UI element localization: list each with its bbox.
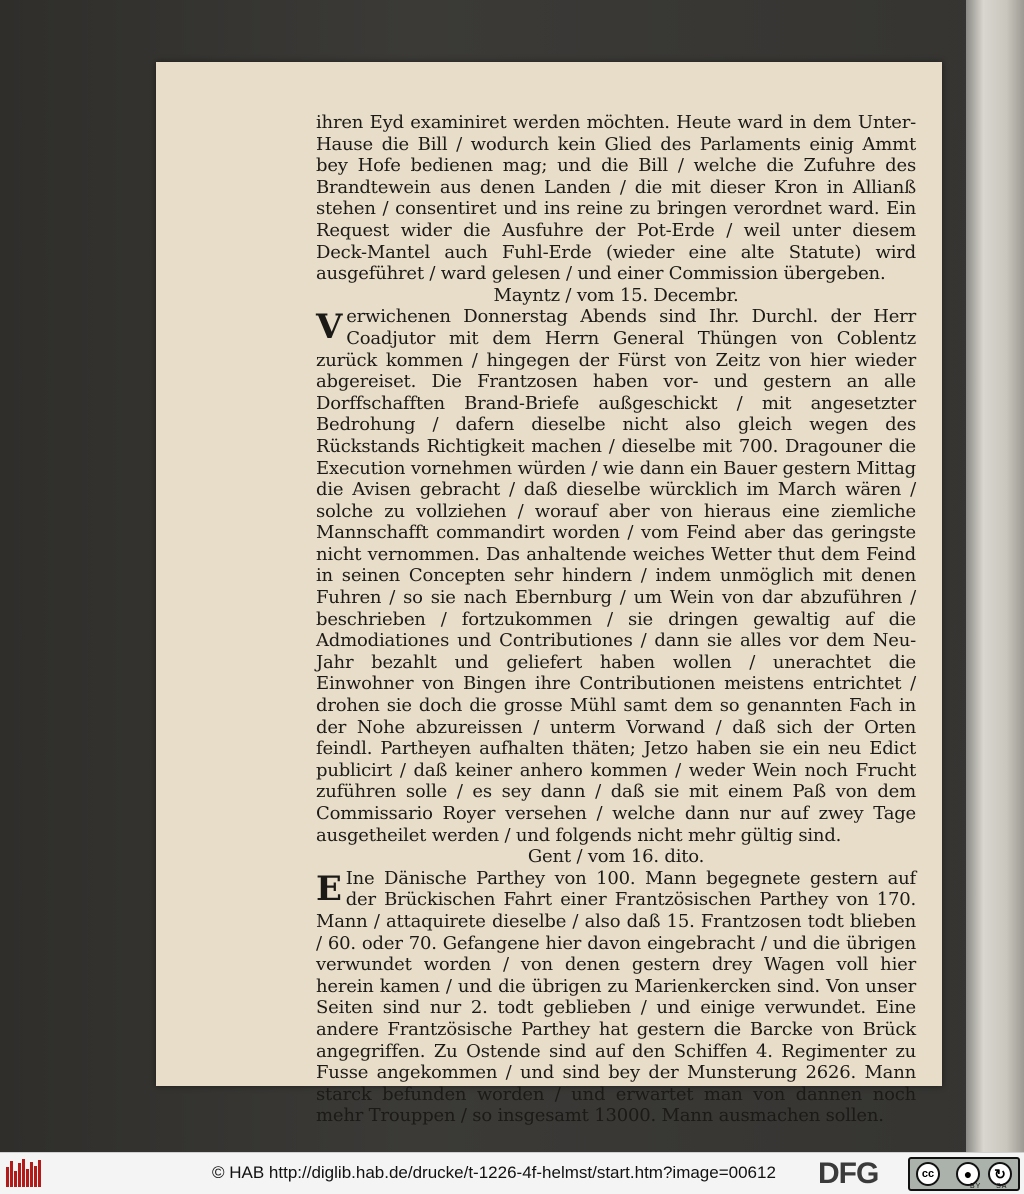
copyright-link[interactable]: © HAB http://diglib.hab.de/drucke/t-1226-4f-helmst/start.htm?image=00612: [212, 1163, 776, 1182]
cc-sa-label: SA: [996, 1183, 1008, 1190]
dfg-logo[interactable]: DFG: [818, 1157, 879, 1190]
dateline-mainz: Mayntz / vom 15. Decembr.: [493, 284, 739, 306]
share-alike-icon: ↻: [988, 1162, 1012, 1186]
dropcap-v: V: [316, 307, 343, 348]
document-page: [156, 62, 942, 1127]
next-page-edge: [966, 0, 1024, 1152]
cc-license-badge[interactable]: [908, 1157, 1020, 1191]
london-paragraph: ihren Eyd examiniret werden möchten. Heute ward in dem Unter-Hause die Bill / wodurch kein Glied des Parlaments einig Ammt bey Hofe bedienen mag; und die Bill / welche die Zufuhre des Brandtewein aus denen Landen / die mit dieser Kron in Allianß stehen / consentiret und ins reine zu bringen verordnet ward. Ein Request wider die Ausfuhre der Pot-Erde / weil unter diesem Deck-Mantel auch Fuhl-Erde (wieder eine alte Statute) wird ausgeführet / ward gelesen / und einer Commission übergeben.: [316, 112, 916, 285]
page-text: [316, 112, 916, 1127]
cc-labels: [970, 1183, 1007, 1190]
hab-logo-icon[interactable]: [6, 1159, 46, 1187]
mainz-body: erwichenen Donnerstag Abends sind Ihr. Durchl. der Herr Coadjutor mit dem Herrn General Thüngen von Coblentz zurück kommen / hingegen der Fürst von Zeitz von hier wieder abgereiset. Die Frantzosen haben vor- und gestern an alle Dorffschafften Brand-Briefe außgeschickt / mit angesetzter Bedrohung / dafern dieselbe nicht also gleich wegen des Rückstands Richtigkeit machen / dieselbe mit 700. Dragouner die Execution vornehmen würden / wie dann ein Bauer gestern Mittag die Avisen gebracht / daß dieselbe würcklich im March wären / solche zu vollziehen / worauf aber von hieraus eine ziemliche Mannschafft commandirt worden / vom Feind aber das geringste nicht vernommen. Das anhaltende weiches Wetter thut dem Feind in seinen Concepten sehr hindern / indem unmöglich mit denen Fuhren / so sie nach Ebernburg / um Wein von dar abzuführen / beschrieben / fortzukommen / sie dringen gewaltig auf die Admodiationes und Contributiones / dann sie alles vor dem Neu-Jahr bezahlt und geliefert haben wollen / unerachtet die Einwohner von Bingen ihre Contributionen meistens entrichtet / drohen sie doch die grosse Mühl samt dem so genannten Fach in der Nohe abzureissen / unterm Vorwand / daß sich der Orten feindl. Partheyen aufhalten thäten; Jetzo haben sie ein neu Edict publicirt / daß keiner anhero kommen / weder Wein noch Frucht zuführen solle / es sey dann / daß sie mit einem Paß von dem Commissario Royer versehen / welche dann nur auf zwey Tage ausgetheilet werden / und folgends nicht mehr gültig sind.: [316, 306, 916, 846]
dateline-gent: Gent / vom 16. dito.: [527, 846, 705, 868]
attribution-icon: ●: [956, 1162, 980, 1186]
cc-icon: cc: [916, 1162, 940, 1186]
gent-paragraph: [316, 868, 916, 1127]
viewer-footer: [0, 1152, 1024, 1194]
gent-body: Ine Dänische Parthey von 100. Mann begegnete gestern auf der Brückischen Fahrt einer Frantzösischen Parthey von 170. Mann / attaquirete dieselbe / also daß 15. Frantzosen todt blieben / 60. oder 70. Gefangene hier davon eingebracht / und die übrigen verwundet worden / von denen gestern drey Wagen voll hier herein kamen / und die übrigen zu Marienkercken sind. Von unser Seiten sind nur 2. todt geblieben / und einige verwundet. Eine andere Frantzösische Parthey hat gestern die Barcke von Brück angegriffen. Zu Ostende sind auf den Schiffen 4. Regimenter zu Fusse angekommen / und sind bey der Munsterung 2626. Mann starck befunden worden / und erwartet man von dannen noch mehr Trouppen / so insgesamt 13000. Mann ausmachen sollen.: [316, 867, 916, 1127]
dropcap-e: E: [316, 868, 342, 909]
mainz-paragraph: [316, 306, 916, 846]
cc-by-label: BY: [970, 1183, 982, 1190]
